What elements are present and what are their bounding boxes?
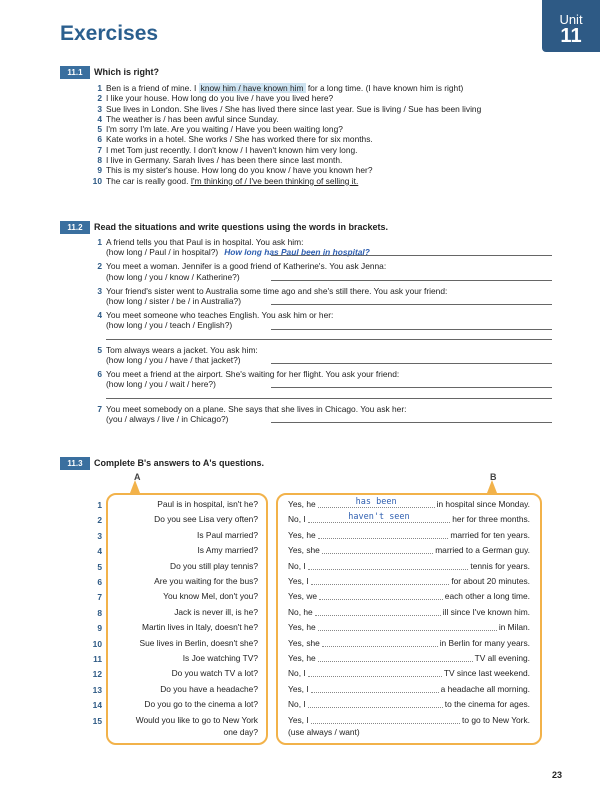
item-text-end: for a long time. (I have known him is right): [305, 83, 464, 93]
item-line-text: (how long / Paul / in hospital?): [106, 247, 219, 258]
item-number: 6: [97, 134, 102, 145]
question-text: Do you have a headache?: [160, 683, 258, 694]
answer-row: [278, 543, 540, 559]
question-number: 12: [92, 669, 102, 680]
question-number: 6: [97, 577, 102, 587]
list-item: [92, 345, 552, 365]
answer-end: TV all evening.: [474, 653, 530, 663]
speech-box-a: [106, 493, 268, 745]
item-text-start: The car is really good.: [106, 175, 191, 186]
item-line-text: A friend tells you that Paul is in hospital. You ask him:: [106, 237, 304, 247]
answer-underline: [106, 339, 552, 340]
answer-row: [278, 512, 540, 528]
answer-end: TV since last weekend.: [443, 668, 530, 679]
list-item: [92, 404, 552, 424]
answer-blank[interactable]: [308, 666, 442, 677]
answer-start: Yes, he: [288, 499, 316, 509]
item-line-text: You meet someone who teaches English. You ask him or her:: [106, 310, 334, 321]
item-text: [106, 114, 279, 124]
item-line: [106, 296, 552, 306]
question-number: 11: [93, 654, 102, 664]
question-text: Is Joe watching TV?: [182, 653, 258, 663]
answer-note-row: [278, 725, 540, 741]
question-row: [108, 589, 266, 605]
answer-row: [278, 528, 540, 544]
answer-start: No, I: [288, 668, 306, 679]
answer-blank[interactable]: [322, 543, 433, 554]
item-text-start: I like your house. How long do you live / have you lived here?: [106, 93, 334, 104]
item-text-start: I'm sorry I'm late. Are you waiting / Have you been waiting long?: [106, 124, 343, 135]
answer-row: [278, 636, 540, 652]
answer-line-extra[interactable]: [106, 331, 552, 341]
answer-end: ill since I've known him.: [442, 606, 530, 617]
question-row-cont: [108, 725, 266, 741]
answer-blank[interactable]: [311, 682, 439, 693]
item-number: 2: [97, 93, 102, 104]
item-text-start: I met Tom just recently. I don't know / I haven't known him very long.: [106, 144, 358, 155]
answer-end: married for ten years.: [450, 529, 530, 540]
answer-blank[interactable]: [318, 497, 435, 508]
item-text-start: I live in Germany. Sarah lives / has been there since last month.: [106, 155, 343, 166]
question-text: Do you see Lisa very often?: [154, 514, 258, 525]
exercise-title-11-3: Complete B's answers to A's questions.: [94, 458, 264, 468]
question-number: 2: [97, 515, 102, 526]
item-number: 3: [97, 103, 102, 114]
answer-start: No, he: [288, 606, 313, 617]
question-number: 1: [97, 500, 102, 510]
answer-text: [288, 620, 530, 636]
answer-end: to the cinema for ages.: [444, 699, 530, 710]
answer-end: each other a long time.: [444, 591, 530, 602]
item-text-end: Sue is living / Sue has been living: [356, 103, 482, 114]
exercise-11-1-list: [92, 83, 552, 186]
question-row: [108, 512, 266, 528]
answer-text: [288, 636, 530, 652]
question-row: [108, 605, 266, 621]
list-item: [92, 134, 552, 144]
answer-blank[interactable]: [318, 528, 449, 539]
item-text-end: I'm thinking of / I've been thinking of selling it.: [190, 175, 359, 186]
answer-start: Yes, we: [288, 591, 318, 602]
question-text: Do you watch TV a lot?: [171, 668, 258, 679]
answer-end: tennis for years.: [470, 560, 530, 571]
answer-blank[interactable]: [318, 620, 497, 631]
answer-row: [278, 682, 540, 698]
answer-text: [288, 512, 530, 528]
item-line: [106, 404, 552, 414]
item-number: 7: [97, 144, 102, 155]
item-line-text: You meet a friend at the airport. She's waiting for her flight. You ask your friend:: [106, 369, 400, 380]
question-text: Do you still play tennis?: [170, 560, 258, 571]
item-number: 10: [92, 175, 102, 186]
answer-fill: has been: [355, 497, 397, 507]
item-text: [106, 165, 372, 175]
answer-text: [288, 682, 530, 698]
item-line: [106, 310, 552, 320]
item-line-text: Tom always wears a jacket. You ask him:: [106, 344, 258, 355]
item-number: 6: [97, 369, 102, 380]
item-line-text: (you / always / live / in Chicago?): [106, 413, 229, 424]
list-item: [92, 83, 552, 93]
answer-line-extra[interactable]: [106, 389, 552, 399]
item-number: 4: [97, 310, 102, 321]
highlighted-example: know him / have known him: [200, 83, 304, 93]
list-item: [92, 165, 552, 175]
question-text: Jack is never ill, is he?: [174, 606, 258, 617]
answer-row: [278, 666, 540, 682]
answer-field[interactable]: How long has Paul been in hospital?: [224, 247, 370, 258]
list-item: [92, 93, 552, 103]
item-number: 3: [97, 285, 102, 296]
answer-underline: [271, 304, 552, 305]
answer-blank[interactable]: [319, 589, 443, 600]
list-item: [92, 155, 552, 165]
question-row: [108, 543, 266, 559]
answer-start: Yes, he: [288, 529, 316, 540]
item-line: [106, 379, 552, 389]
list-item: [92, 261, 552, 281]
answer-underline: [106, 398, 552, 399]
answer-underline: [271, 422, 552, 423]
answer-text: [288, 666, 530, 682]
question-number: 8: [97, 607, 102, 618]
column-a-label: A: [134, 472, 141, 482]
answer-blank[interactable]: [308, 512, 451, 523]
answer-blank[interactable]: [315, 605, 441, 616]
item-line-text: You meet somebody on a plane. She says that she lives in Chicago. You ask her:: [106, 403, 407, 414]
answer-text: [288, 574, 530, 590]
list-item: [92, 114, 552, 124]
answer-blank[interactable]: [308, 697, 443, 708]
item-line-text: (how long / you / have / that jacket?): [106, 354, 241, 365]
answer-row: [278, 651, 540, 667]
answer-row: [278, 605, 540, 621]
speech-pointer-a: [130, 480, 140, 493]
item-text: [106, 83, 463, 93]
list-item: [92, 369, 552, 400]
item-text-start: The weather is / has been awful since Sunday.: [106, 113, 279, 124]
question-text: Is Amy married?: [197, 545, 258, 556]
item-line: [106, 320, 552, 330]
question-text: Martin lives in Italy, doesn't he?: [142, 622, 258, 633]
item-text-start: Ben is a friend of mine. I: [106, 83, 199, 93]
answer-text: [288, 605, 530, 621]
question-number: 4: [97, 546, 102, 557]
answer-start: Yes, I: [288, 683, 309, 694]
answer-underline: [271, 280, 552, 281]
answer-start: Yes, she: [288, 545, 320, 556]
answer-row: [278, 589, 540, 605]
item-line: [106, 237, 552, 247]
answer-blank[interactable]: [311, 574, 450, 585]
answer-end: married to a German guy.: [435, 545, 530, 556]
answer-row: [278, 697, 540, 713]
exercise-11-2-list: [92, 237, 552, 428]
answer-text: [288, 543, 530, 559]
item-line-text: (how long / you / teach / English?): [106, 320, 233, 331]
question-number: 15: [92, 715, 102, 726]
question-text: Are you waiting for the bus?: [154, 576, 258, 586]
answer-blank[interactable]: [318, 651, 473, 662]
item-line: [106, 369, 552, 379]
answer-row: [278, 620, 540, 636]
item-line: [106, 261, 552, 271]
question-text: You know Mel, don't you?: [163, 591, 258, 602]
item-line: [106, 414, 552, 424]
question-row: [108, 528, 266, 544]
question-number: 5: [97, 561, 102, 572]
item-text: [106, 176, 358, 186]
item-number: 5: [97, 124, 102, 135]
item-number: 1: [97, 83, 102, 93]
item-text: [106, 93, 333, 103]
item-line-text: Your friend's sister went to Australia some time ago and she's still there. You ask your friend:: [106, 285, 448, 296]
answer-text: [288, 559, 530, 575]
item-text-start: This is my sister's house. How long do you know / have you known her?: [106, 165, 373, 176]
question-text: Paul is in hospital, isn't he?: [157, 499, 258, 509]
speech-pointer-b: [487, 480, 497, 493]
list-item: [92, 176, 552, 186]
item-text: [106, 104, 481, 114]
answer-start: Yes, he: [288, 653, 316, 663]
page-number: 23: [551, 770, 562, 780]
item-number: 5: [97, 344, 102, 355]
question-text-cont: one day?: [223, 726, 258, 737]
exercise-title-11-1: Which is right?: [94, 67, 159, 77]
item-line-text: You meet a woman. Jennifer is a good friend of Katherine's. You ask Jenna:: [106, 261, 387, 272]
question-row: [108, 651, 266, 667]
answer-end: her for three months.: [452, 514, 530, 525]
answer-underline: [271, 255, 552, 256]
exercise-badge-11-2: 11.2: [60, 221, 90, 234]
question-text: Sue lives in Berlin, doesn't she?: [139, 637, 258, 648]
answer-underline: [271, 329, 552, 330]
item-line: [106, 286, 552, 296]
answer-text: [288, 651, 530, 667]
question-row: [108, 636, 266, 652]
answer-end: in Milan.: [498, 622, 530, 633]
answer-blank[interactable]: [322, 636, 438, 647]
item-number: 4: [97, 113, 102, 124]
item-line: [106, 355, 552, 365]
item-line-text: (how long / you / wait / here?): [106, 379, 216, 390]
answer-end: in hospital since Monday.: [436, 499, 530, 509]
exercise-badge-11-1: 11.1: [60, 66, 90, 79]
question-number: 7: [97, 592, 102, 603]
answer-start: Yes, I: [288, 714, 309, 725]
question-number: 9: [97, 623, 102, 634]
question-number: 3: [97, 530, 102, 541]
question-row: [108, 620, 266, 636]
answer-start: Yes, he: [288, 622, 316, 633]
question-row: [108, 559, 266, 575]
exercise-badge-11-3: 11.3: [60, 457, 90, 470]
item-line: [106, 247, 552, 257]
list-item: [92, 124, 552, 134]
answer-text: [288, 697, 530, 713]
answer-start: Yes, she: [288, 637, 320, 648]
question-number: 10: [92, 638, 102, 649]
answer-blank[interactable]: [311, 713, 460, 724]
item-text-start: Kate works in a hotel. She works / She has worked there for six months.: [106, 134, 373, 145]
unit-tab: [542, 0, 600, 52]
answer-text: [288, 589, 530, 605]
answer-start: No, I: [288, 699, 306, 710]
answer-end: for about 20 minutes.: [451, 576, 530, 586]
list-item: [92, 145, 552, 155]
item-text: [106, 145, 357, 155]
question-row: [108, 697, 266, 713]
item-line: [106, 345, 552, 355]
question-row: [108, 574, 266, 590]
answer-text: [288, 528, 530, 544]
item-text: [106, 155, 342, 165]
column-b-label: B: [490, 472, 497, 482]
item-number: 2: [97, 261, 102, 272]
answer-start: Yes, I: [288, 576, 309, 586]
item-number: 8: [97, 155, 102, 166]
item-line-text: (how long / you / know / Katherine?): [106, 271, 240, 282]
item-line: [106, 272, 552, 282]
answer-note: (use always / want): [288, 726, 360, 737]
answer-underline: [271, 363, 552, 364]
exercise-title-11-2: Read the situations and write questions using the words in brackets.: [94, 222, 389, 232]
question-row: [108, 666, 266, 682]
answer-underline: [271, 387, 552, 388]
list-item: [92, 286, 552, 306]
question-text: Is Paul married?: [197, 529, 258, 540]
unit-number: 11: [560, 25, 582, 47]
answer-fill: haven't seen: [348, 512, 410, 523]
answer-row: [278, 559, 540, 575]
question-text: Would you like to go to New York: [135, 714, 258, 725]
question-text: Do you go to the cinema a lot?: [144, 699, 258, 710]
item-text: [106, 134, 373, 144]
answer-blank[interactable]: [308, 559, 469, 570]
page-title: Exercises: [60, 22, 159, 45]
answer-end: in Berlin for many years.: [439, 637, 530, 648]
item-number: 7: [97, 403, 102, 414]
answer-end: to go to New York.: [462, 714, 530, 725]
answer-start: No, I: [288, 514, 306, 525]
item-number: 1: [97, 237, 102, 247]
list-item: [92, 310, 552, 341]
answer-end: a headache all morning.: [440, 683, 530, 694]
question-row: [108, 497, 266, 513]
item-number: 9: [97, 165, 102, 176]
unit-label: Unit: [559, 12, 583, 27]
answer-start: No, I: [288, 560, 306, 571]
item-text-start: Sue lives in London. She lives / She has lived there since last year.: [106, 103, 357, 114]
answer-row: [278, 574, 540, 590]
list-item: [92, 104, 552, 114]
question-number: 14: [92, 700, 102, 711]
question-number: 13: [92, 684, 102, 695]
question-row: [108, 682, 266, 698]
speech-box-b: [276, 493, 542, 745]
list-item: [92, 237, 552, 257]
item-text: [106, 124, 343, 134]
item-line-text: (how long / sister / be / in Australia?): [106, 295, 241, 306]
